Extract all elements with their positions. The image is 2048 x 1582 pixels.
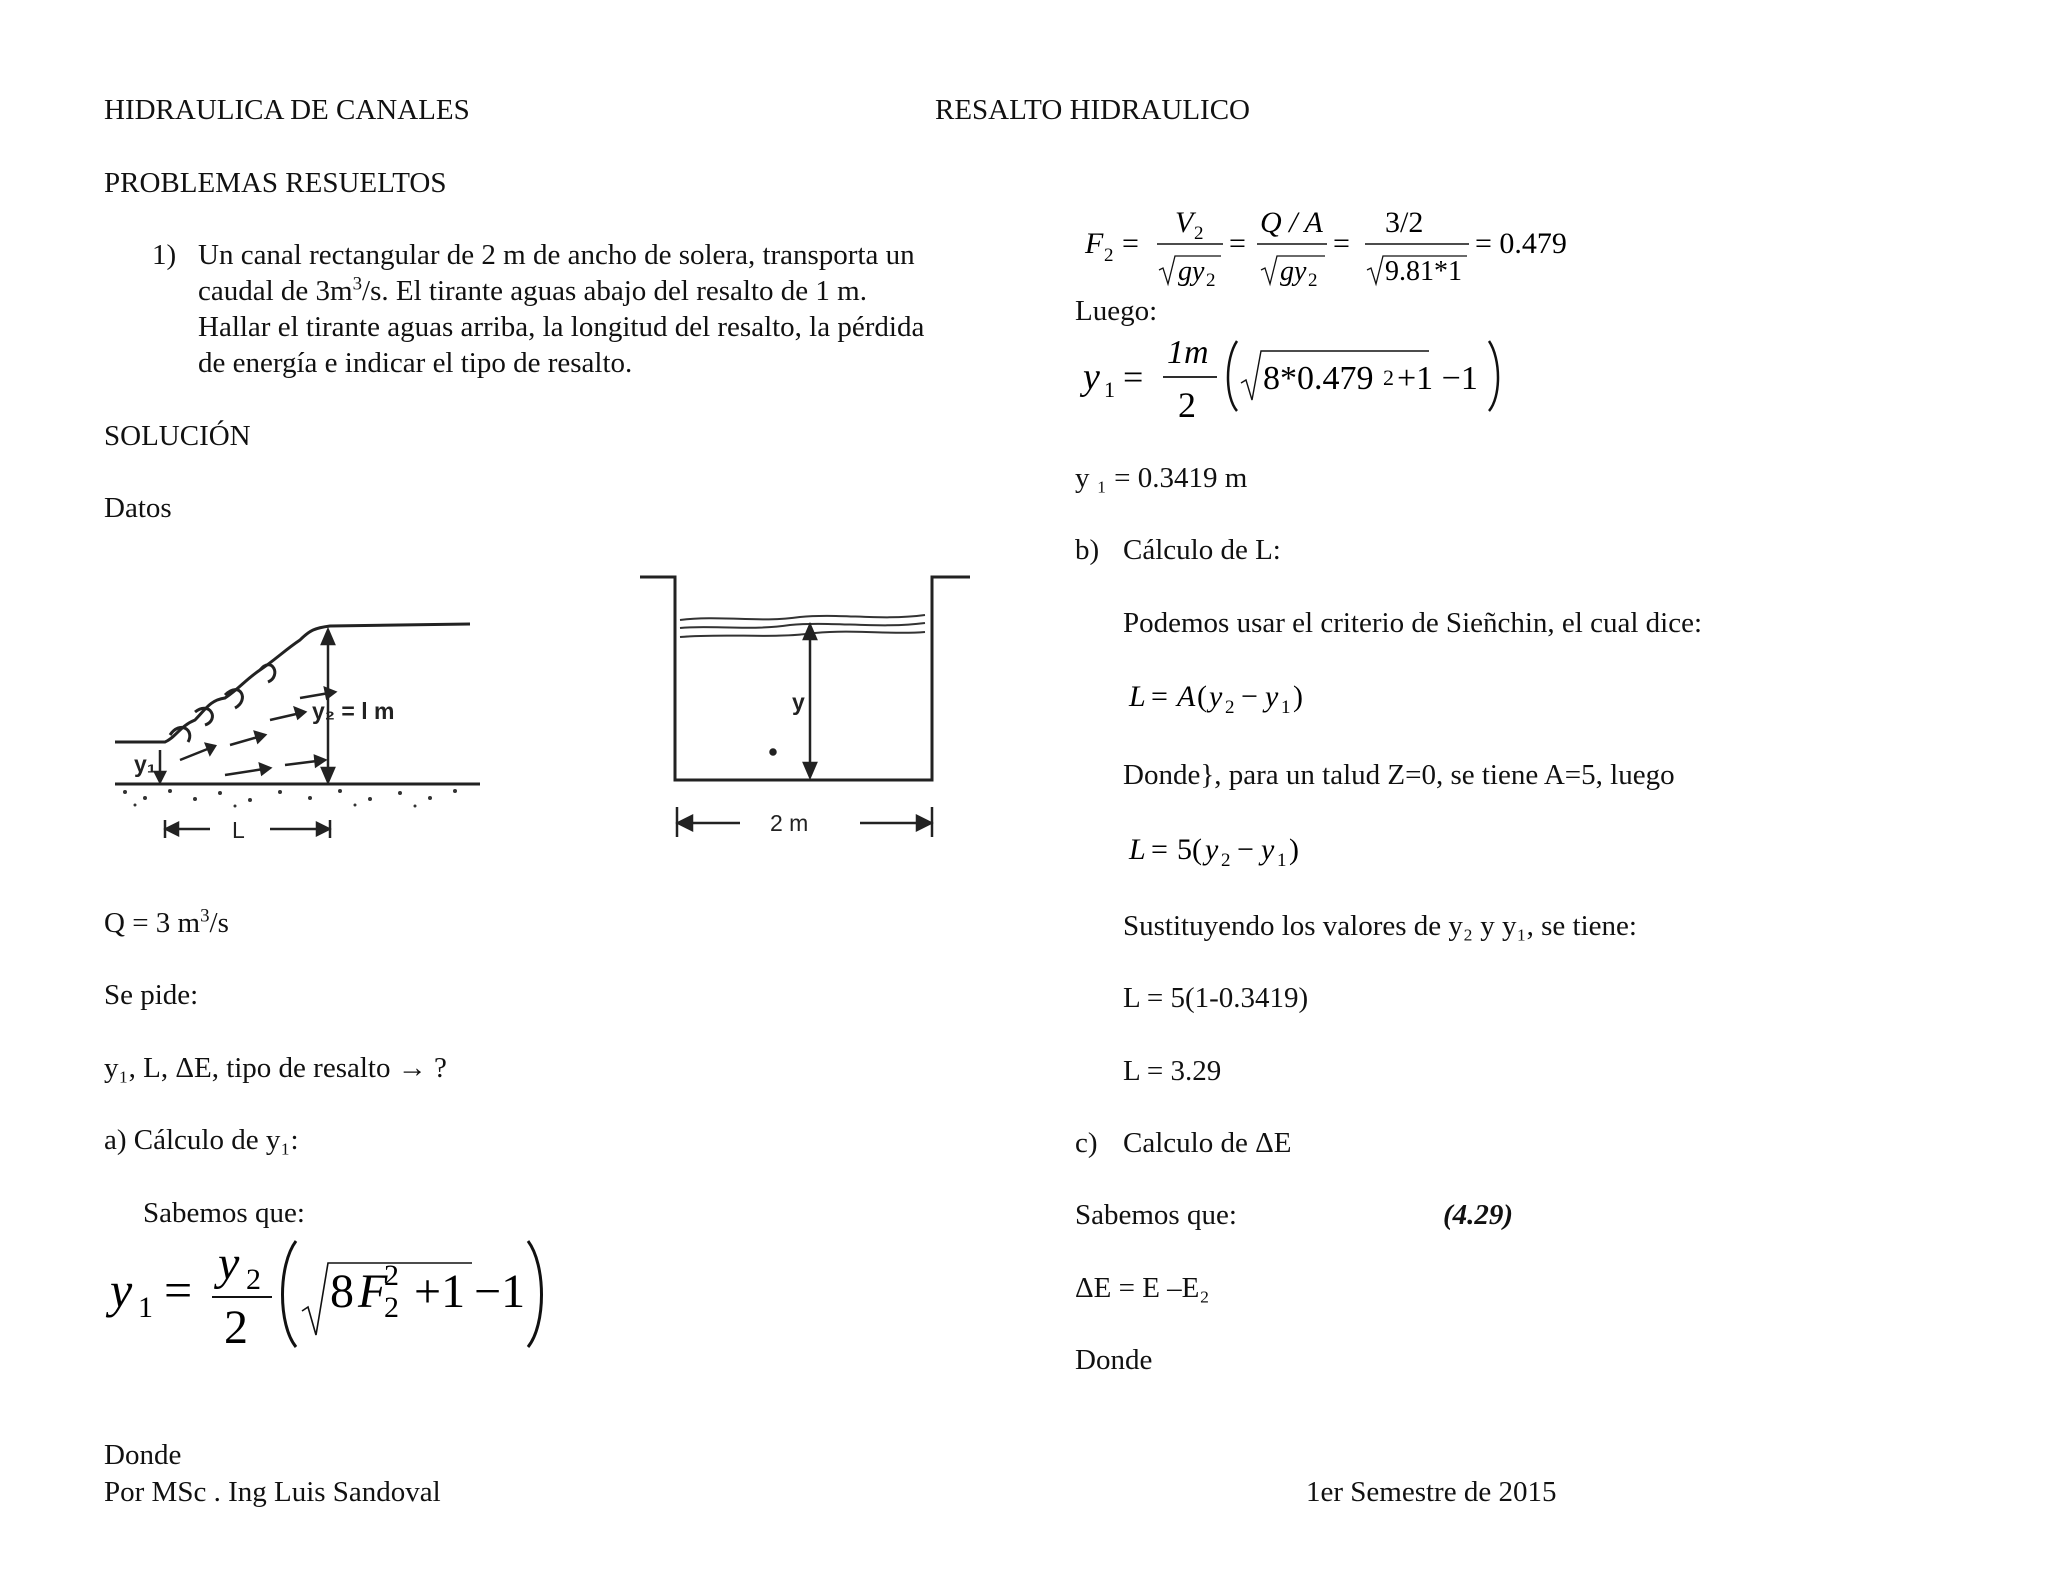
length-formula-a5	[1125, 825, 1345, 875]
svg-text:=: =	[1151, 680, 1168, 713]
part-b-heading: Cálculo de L:	[1123, 534, 1281, 566]
froude-result: = 0.479	[1475, 227, 1567, 260]
unknowns-list: y₁, L, ΔE, tipo de resalto → ?	[104, 1052, 447, 1084]
equation-reference: (4.29)	[1443, 1199, 1514, 1231]
svg-text:1: 1	[138, 1291, 153, 1324]
svg-text:=: =	[1333, 227, 1350, 260]
part-a-heading: a) Cálculo de y₁:	[104, 1124, 299, 1156]
jump-L-label: L	[232, 817, 245, 843]
svg-text:2: 2	[1206, 270, 1216, 291]
sabemos-que-right: Sabemos que:	[1075, 1199, 1237, 1231]
svg-text:y: y	[1205, 833, 1219, 866]
part-b-label: b)	[1075, 534, 1100, 566]
svg-text:2: 2	[1104, 245, 1114, 266]
subtitle: PROBLEMAS RESUELTOS	[104, 167, 447, 199]
channel-section-figure	[640, 565, 980, 855]
svg-text:−: −	[1241, 680, 1258, 713]
channel-y-label: y	[792, 689, 805, 715]
sabemos-que-left: Sabemos que:	[143, 1197, 305, 1229]
froude-frac-den: 9.81*1	[1385, 256, 1462, 287]
y1-sub-exp: 2	[1383, 365, 1394, 390]
header-left-title: HIDRAULICA DE CANALES	[104, 94, 470, 126]
footer-author: Por MSc . Ing Luis Sandoval	[104, 1476, 441, 1508]
svg-text:=: =	[1229, 227, 1246, 260]
svg-text:2: 2	[1308, 270, 1318, 291]
channel-width-label: 2 m	[770, 810, 809, 836]
header-center-title: RESALTO HIDRAULICO	[935, 94, 1250, 126]
belanger-equation	[100, 1225, 570, 1355]
svg-text:y: y	[1209, 680, 1223, 713]
svg-text:+1: +1	[414, 1265, 466, 1318]
donde-right: Donde	[1075, 1344, 1153, 1376]
y1-result: y ₁ = 0.3419 m	[1075, 462, 1248, 494]
svg-text:F: F	[1085, 227, 1104, 260]
problem-number: 1)	[152, 239, 177, 271]
svg-text:y: y	[1261, 833, 1275, 866]
svg-text:A: A	[1177, 680, 1196, 713]
svg-text:Q / A: Q / A	[1260, 206, 1323, 239]
luego-label: Luego:	[1075, 295, 1158, 327]
y1-sub-rest: +1 −1	[1397, 360, 1478, 397]
problem-line-4: de energía e indicar el tipo de resalto.	[198, 347, 633, 379]
svg-text:=: =	[1122, 227, 1139, 260]
svg-text:2: 2	[1225, 697, 1235, 718]
svg-text:(: (	[1197, 680, 1207, 713]
length-calculation: L = 5(1-0.3419)	[1123, 982, 1309, 1014]
svg-text:−: −	[1237, 833, 1254, 866]
hydraulic-jump-figure	[100, 600, 490, 860]
problem-line-2: caudal de $3m^3/s$. El tirante aguas abajo del resalto de 1 m.	[198, 273, 867, 307]
svg-text:2: 2	[224, 1301, 248, 1354]
energy-loss-formula: ΔE = E –E₂	[1075, 1272, 1210, 1304]
se-pide-label: Se pide:	[104, 979, 199, 1011]
svg-text:y: y	[1083, 356, 1100, 398]
svg-text:V: V	[1175, 206, 1194, 239]
svg-text:8: 8	[330, 1265, 354, 1318]
criterio-text: Podemos usar el criterio de Sieñchin, el cual dice:	[1123, 607, 1703, 639]
svg-text:L: L	[1129, 833, 1146, 866]
svg-text:=: =	[1151, 833, 1168, 866]
svg-text:−1: −1	[474, 1265, 526, 1318]
froude-frac-num: 3/2	[1385, 206, 1424, 239]
length-formula	[1125, 672, 1345, 722]
solution-heading: SOLUCIÓN	[104, 420, 251, 452]
svg-text:2: 2	[1221, 850, 1231, 871]
svg-text:2: 2	[1194, 223, 1204, 244]
svg-text:L: L	[1129, 680, 1146, 713]
jump-y2-label: y₂ = l m	[312, 698, 395, 724]
svg-text:F: F	[358, 1265, 388, 1318]
problem-line-1: Un canal rectangular de 2 m de ancho de solera, transporta un	[198, 239, 915, 271]
svg-text:=: =	[1123, 357, 1144, 397]
part-c-label: c)	[1075, 1127, 1098, 1159]
svg-text:1: 1	[1277, 850, 1287, 871]
flow-rate: Q = 3 $m^3/s$	[104, 905, 229, 939]
footer-semester: 1er Semestre de 2015	[1306, 1476, 1557, 1508]
svg-text:y: y	[1265, 680, 1279, 713]
svg-text:2: 2	[246, 1263, 261, 1296]
datos-label: Datos	[104, 492, 172, 524]
svg-text:5(: 5(	[1177, 833, 1202, 866]
jump-y1-label: y₁	[134, 751, 157, 777]
svg-text:): )	[1293, 680, 1303, 713]
problem-line-3: Hallar el tirante aguas arriba, la longitud del resalto, la pérdida	[198, 311, 925, 343]
svg-text:2: 2	[384, 1259, 399, 1292]
svg-text:2: 2	[1178, 385, 1196, 425]
svg-text:gy: gy	[1178, 256, 1205, 287]
svg-text:1: 1	[1281, 697, 1291, 718]
froude-equation	[1075, 198, 1615, 298]
svg-text:2: 2	[384, 1291, 399, 1324]
svg-text:1: 1	[1104, 377, 1115, 402]
svg-text:gy: gy	[1280, 256, 1307, 287]
y1-sub-inner: 8*0.479	[1263, 360, 1374, 397]
y1-sub-num: 1m	[1167, 334, 1209, 371]
svg-text:y: y	[218, 1237, 240, 1290]
svg-text:): )	[1289, 833, 1299, 866]
part-c-heading: Calculo de ΔE	[1123, 1127, 1292, 1159]
y1-substitution-equation	[1075, 325, 1515, 425]
donde-talud-text: Donde}, para un talud Z=0, se tiene A=5, luego	[1123, 759, 1675, 791]
sustituyendo-text: Sustituyendo los valores de y₂ y y₁, se tiene:	[1123, 910, 1637, 942]
donde-left: Donde	[104, 1439, 182, 1471]
svg-text:=: =	[164, 1262, 193, 1318]
svg-text:y: y	[110, 1262, 133, 1318]
length-result: L = 3.29	[1123, 1055, 1222, 1087]
